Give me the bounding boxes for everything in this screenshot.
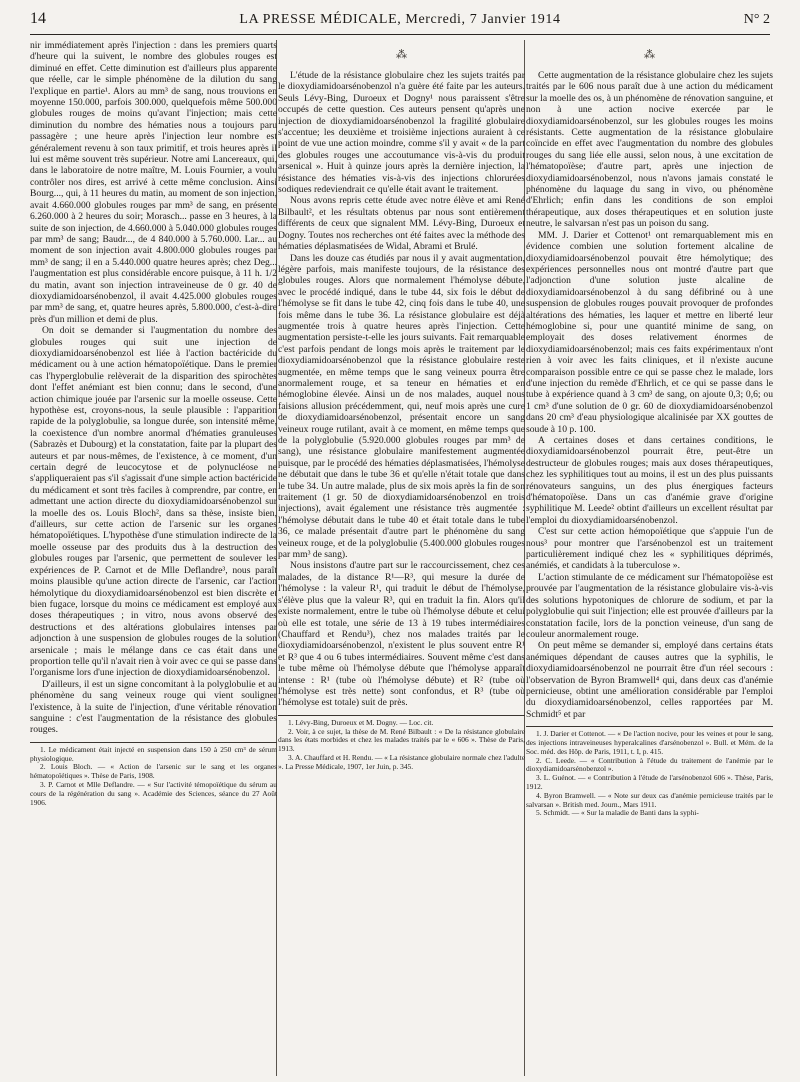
footnote: 3. L. Guénot. — « Contribution à l'étude de l'arsénobenzol 606 ». Thèse, Paris, 1912. (526, 773, 773, 791)
footnote: 2. C. Leede. — « Contribution à l'étude du traitement de l'anémie par le dioxydiamidoarsénobenzol ». (526, 755, 773, 774)
column-2 (278, 40, 525, 1076)
footnote: 5. Schmidt. — « Sur la maladie de Banti dans la syphi- (536, 808, 699, 818)
footnotes (526, 726, 773, 818)
footnote: 2. Louis Bloch. — « Action de l'arsenic sur le sang et les organes hématopoïétiques ». Thèse de Paris, 1908. (30, 762, 277, 781)
paragraph: On peut même se demander si, employé dans certains états anémiques dépendant de causes autres que la syphilis, le dioxydiamidoarsénobenzol ne pourrait être d'un réel secours : l'observation de Byron Bramwell⁴ qui, dans deux cas d'anémie pernicieuse, obtint une amélioration considérable par l'emploi du dioxydiamidoarsénobenzol, celles rapportées par M. Schmidt⁵ et par (526, 640, 773, 720)
footnote: 2. Voir, à ce sujet, la thèse de M. René Bilbault : « De la résistance globulaire dans les états morbides et chez les malades traités par le « 606 ». Thèse de Paris, 1913. (278, 726, 525, 754)
footnote: 3. A. Chauffard et H. Rendu. — « La résistance globulaire normale chez l'adulte ». La Presse Médicale, 1907, 1er Juin, p. 345. (278, 752, 525, 771)
paragraph: L'action stimulante de ce médicament sur l'hématopoïèse est prouvée par l'augmentation de la résistance globulaire vis-à-vis des solutions hypotoniques de chlorure de sodium, et par la polyglobulie qui suit l'injection; elle est prouvée d'ailleurs par la constatation facile, lors de la ponction veineuse, d'un sang de couleur anormalement rouge. (526, 571, 773, 640)
paragraph: Nous avons repris cette étude avec notre élève et ami René Bilbault², et les résultats obtenus par nous sont entièrement différents de ceux que signalent MM. Lévy-Bing, Duroeux et Dogny. Toutes nos recherches ont été faites avec la méthode des hématies déplasmatisées de Widal, Abrami et Brulé. (278, 195, 525, 253)
paragraph: Cette augmentation de la résistance globulaire chez les sujets traités par le 606 nous paraît due à une action du médicament sur la moelle des os, à un phénomène de rénovation sanguine, et non à une action nocive exercée par le dioxydiamidoarsénobenzol, sur les globules rouges les moins résistants. Cette augmentation de la résistance globulaire coïncide en effet avec l'augmentation du nombre des globules rouges du sang liée elle aussi, selon nous, à une excitation de l'hématopoïèse; d'autre part, après une injection de dioxydiamidoarsénobenzol, nous n'avons jamais constaté le phénomène du laquage du sang in vivo, ou phénomène d'Ehrlich; enfin dans les conditions de son emploi thérapeutique, aux doses thérapeutiques et en solution juste neutre, le salvarsan n'est pas un poison du sang. (526, 70, 773, 230)
section-ornament: ⁂ (644, 49, 655, 61)
footnote: 1. Le médicament était injecté en suspension dans 150 à 250 cm³ de sérum physiologique. (30, 744, 277, 763)
footnote: 1. Lévy-Bing, Duroeux et M. Dogny. — Loc. cit. (288, 717, 434, 727)
header-rule (30, 34, 770, 35)
footnote: 3. P. Carnot et Mlle Deflandre. — « Sur l'activité témopoïétique du sérum au cours de la régénération du sang ». Académie des Sciences, séance du 27 Août 1906. (30, 779, 277, 807)
column-1 (30, 40, 277, 1076)
paragraph: A certaines doses et dans certaines conditions, le dioxydiamidoarsénobenzol pourrait être, peut-être un destructeur de globules rouges; mais aux doses thérapeutiques, chez les syphilitiques tout au moins, il est un des plus puissants rénovateurs sanguins, un des plus énergiques facteurs d'hématopoïèse. Dans un cas d'anémie grave d'origine syphilitique M. Leede² obtint d'ailleurs un excellent résultat par l'emploi du dioxydiamidoarsénobenzol. (526, 435, 773, 526)
section-ornament: ⁂ (396, 49, 407, 61)
column-3 (526, 40, 773, 1076)
paragraph: nir immédiatement après l'injection : dans les premiers quarts d'heure qui la suivent, le nombre des globules rouges est diminué en effet. Cette diminution est d'ailleurs plus apparente que réelle, car le simple phénomène de la dilution du sang l'explique en partie¹. Alors au mm³ de sang, nous trouvions en moyenne 150.000, parfois 300.000, quelquefois même 500.000 globules rouges de moins qu'avant l'injection; mais cette diminution du nombre des hématies nous a toujours paru passagère ; une heure après l'injection leur nombre est généralement revenu à son taux primitif, et trois heures après il lui est même souvent très supérieur. Notre ami Lancereaux, qui, dans le laboratoire de notre maître, M. Louis Fournier, a voulu contrôler nos dires, est arrivé à cette même conclusion. Ainsi Bourg..., qui, à 11 heures du matin, au moment de son injection, avait 4.660.000 globules rouges par mm³ de sang, en présente 6.260.000 à 2 heures du soir; Morasch... passe en 3 heures, à la suite de son injection, de 4.660.000 à 5.040.000 globules rouges par mm³ de sang; Baudr..., de 4 840.000 à 5.760.000. Lar... au moment de son injection avait 4.800.000 globules rouges par mm³ de sang; il en a 5.440.000 quatre heures après; chez Deg... l'augmentation est plus considérable encore puisque, à 11 h. 1/2 du matin, avant son injection intraveineuse de 0 gr. 40 de dioxydiamidoarsénobenzol, il avait 4.425.000 globules rouges par mm³ de sang, et, quatre heures après, 5.800.000, c'est-à-dire près d'un million et demi de plus. (30, 40, 277, 325)
journal-title: LA PRESSE MÉDICALE, Mercredi, 7 Janvier 1914 (239, 12, 561, 27)
footnotes (278, 715, 525, 772)
paragraph: C'est sur cette action hémopoïétique que s'appuie l'un de nous³ pour montrer que l'arsénobenzol est un traitement particulièrement indiqué chez les « syphilitiques déprimés, anémiés, et candidats à la tuberculose ». (526, 526, 773, 572)
paragraph: On doit se demander si l'augmentation du nombre des globules rouges qui suit une injection de dioxydiamidoarsénobenzol est liée à l'action bactéricide du médicament ou à une action hématopoïétique. Dans le premier cas l'hyperglobulie relèverait de la disparition des spirochètes dont l'effet anémiant est bien connu; dans le second, d'une action chimique jouée par l'arsenic sur la moelle osseuse. Cette hypothèse est, croyons-nous, la seule plausible : l'apparition rapide de la polyglobulie, sa longue durée, son intensité même, la coexistence d'un nombre anormal d'hématies granuleuses (Sabrazès et Dubourg) et la constatation, faite par la plupart des auteurs et par nous-mêmes, de l'existence, à ce moment, d'un certain degré de leucocytose et de polynucléose ne s'appliqueraient pas s'il s'agissait d'une simple action bactéricide du médicament et sont très faciles à comprendre, par contre, en admettant une action directe du dioxydiamidoarsénobenzol sur la moelle des os. Louis Bloch², dans sa thèse, insiste bien, d'ailleurs, sur cette action de l'arsenic sur les organes hématopoïétiques. L'hypothèse d'une stimulation indirecte de la moelle osseuse par des produits dus à la destruction des globules rouges par l'arsenic, que permettent de soulever les expériences de P. Carnot et de Mlle Deflandre³, nous paraît moins plausible qu'une action directe de l'arsenic, car l'action hémolytique du dioxydiamidoarsénobenzol est bien discrète et bien fugace, lorsque du moins ce médicament est employé aux doses thérapeutiques ; in vitro, nous avons observé des destructions et des altérations globulaires intenses par adjonction à une suspension de globules rouges de la solution arsenicale ; mais le mélange dans ce cas était dans une proportion telle qu'il n'avait rien à voir avec ce qui se passe dans l'organisme lors d'une injection de dioxydiamidoarsénobenzol. (30, 325, 277, 679)
paragraph: Dans les douze cas étudiés par nous il y avait augmentation, légère parfois, mais manifeste toujours, de la résistance des globules rouges. Alors que normalement l'hémolyse débute, avec le procédé indiqué, dans le tube 44, six fois le début de l'hémolyse se fit dans le tube 42, cinq fois dans le tube 40, une fois même dans le tube 36. La résistance globulaire est déjà augmentée trois à quatre heures après l'injection. Cette augmentation persiste-t-elle les jours suivants. Fait remarquable c'est parfois pendant de longs mois après le traitement par le dioxydiamidoarsénobenzol que la résistance globulaire reste augmentée, en même temps que le sang veineux pourra être anormalement rouge, et sa teneur en hématies et en hémoglobine élevée. Ainsi un de nos malades, auquel nous faisions allusion précédemment, qui, neuf mois après une cure de dioxydiamidoarsénobenzol, présentait encore un sang veineux rouge rutilant, avait à ce moment, en même temps que de la polyglobulie (5.920.000 globules rouges par mm³ de sang), une résistance globulaire manifestement augmentée puisque, par le procédé des hématies déplasmatisées, l'hémolyse ne débutait que dans le tube 36 et qu'elle n'était totale que dans le tube 34. Un autre malade, plus de six mois après la fin de son traitement (1 gr. 50 de dioxydiamidoarsénobenzol en trois injections), avait également une résistance très augmentée : l'hémolyse débutait dans le tube 40 et était totale dans le tube 36, ce malade présentait d'autre part le phénomène du sang veineux rouge, et de la polyglobulie (5.400.000 globules rouges par mm³ de sang). (278, 252, 525, 561)
paragraph: L'étude de la résistance globulaire chez les sujets traités par le dioxydiamidoarsénobenzol n'a guère été faite par les auteurs. Seuls Lévy-Bing, Duroeux et Dogny¹ nous paraissent s'être occupés de cette question. Ces auteurs pensent qu'après une injection de dioxydiamidoarsénobenzol la fragilité globulaire s'accentue; les deuxième et troisième injections auraient à ce point de vue une action moindre, comme s'il y avait « de la part des globules rouges une accoutumance vis-à-vis du produit arsenical ». Huit à quinze jours après la dernière injection, la résistance des hématies vis-à-vis des injections chlorurées sodiques redeviendrait ce qu'elle était avant le traitement. (278, 70, 525, 196)
paragraph: D'ailleurs, il est un signe concomitant à la polyglobulie et au phénomène du sang veineux rouge qui vient souligner l'existence, à la suite de l'injection, d'une véritable rénovation sanguine : c'est l'augmentation de la résistance des globules rouges. (30, 678, 277, 736)
footnote: 4. Byron Bramwell. — « Note sur deux cas d'anémie pernicieuse traités par le salvarsan ». British med. Journ., Mars 1911. (526, 790, 773, 809)
footnotes (30, 742, 277, 808)
page-header (30, 10, 770, 34)
issue-number: N° 2 (743, 12, 770, 27)
page-number: 14 (30, 10, 46, 27)
paragraph: MM. J. Darier et Cottenot¹ ont remarquablement mis en évidence combien une solution fortement alcaline de dioxydiamidoarsénobenzol pouvait être hémolytique; des expériences personnelles nous ont montré d'autre part que l'adjonction d'une solution juste alcaline de dioxydiamidoarsénobenzol à du sang défibriné ou à une suspension de globules rouges pouvait provoquer de profondes altérations des hématies, les laquer et mettre en liberté leur hémoglobine si, pour une quantité minime de sang, on employait des doses relativement énormes de dioxydiamidoarsénobenzol; mais ces faits expérimentaux n'ont rien à voir avec les faits cliniques, et il n'existe aucune comparaison possible entre ce qui se passe chez le malade, lors d'une injection du remède d'Ehrlich, et ce qui se passe dans le tube à expérience quand à 3 cm³ de sang, on ajoute 0,3; 0,6; ou 1 cm³ d'une solution de 0 gr. 60 de dioxydiamidoarsénobenzol dans 20 cm³ d'eau physiologique alcalinisée par XX gouttes de soude à 10 p. 100. (526, 229, 773, 435)
paragraph: Nous insistons d'autre part sur le raccourcissement, chez ces malades, de la distance R¹—R³, qui mesure la durée de l'hémolyse : la valeur R¹, qui traduit le début de l'hémolyse, s'élève plus que la valeur R³, qui en traduit la fin. Alors qu'il existe normalement, entre le tube où l'hémolyse débute et celui où elle est totale, une série de 13 à 19 tubes intermédiaires (Chauffard et Rendu³), chez nos malades traités par le dioxydiamidoarsénobenzol, n'existent le plus souvent entre R¹ et R³ que 4 ou 6 tubes intermédiaires. Souvent même c'est dans le tube même où l'hémolyse débute que l'hémolyse apparaît intense : R¹ (tube où l'hémolyse débute) et R² (tube où l'hémolyse est très nette) sont confondus, et R³ (tube où l'hémolyse est totale) suit de près. (278, 560, 525, 709)
footnote: 1. J. Darier et Cottenot. — « De l'action nocive, pour les veines et pour le sang, des injections intraveineuses hyperalcalines d'arsénobenzol ». Bull. et Mém. de la Soc. méd. des Hôp. de Paris, 1911, t. I, p. 415. (526, 729, 773, 756)
